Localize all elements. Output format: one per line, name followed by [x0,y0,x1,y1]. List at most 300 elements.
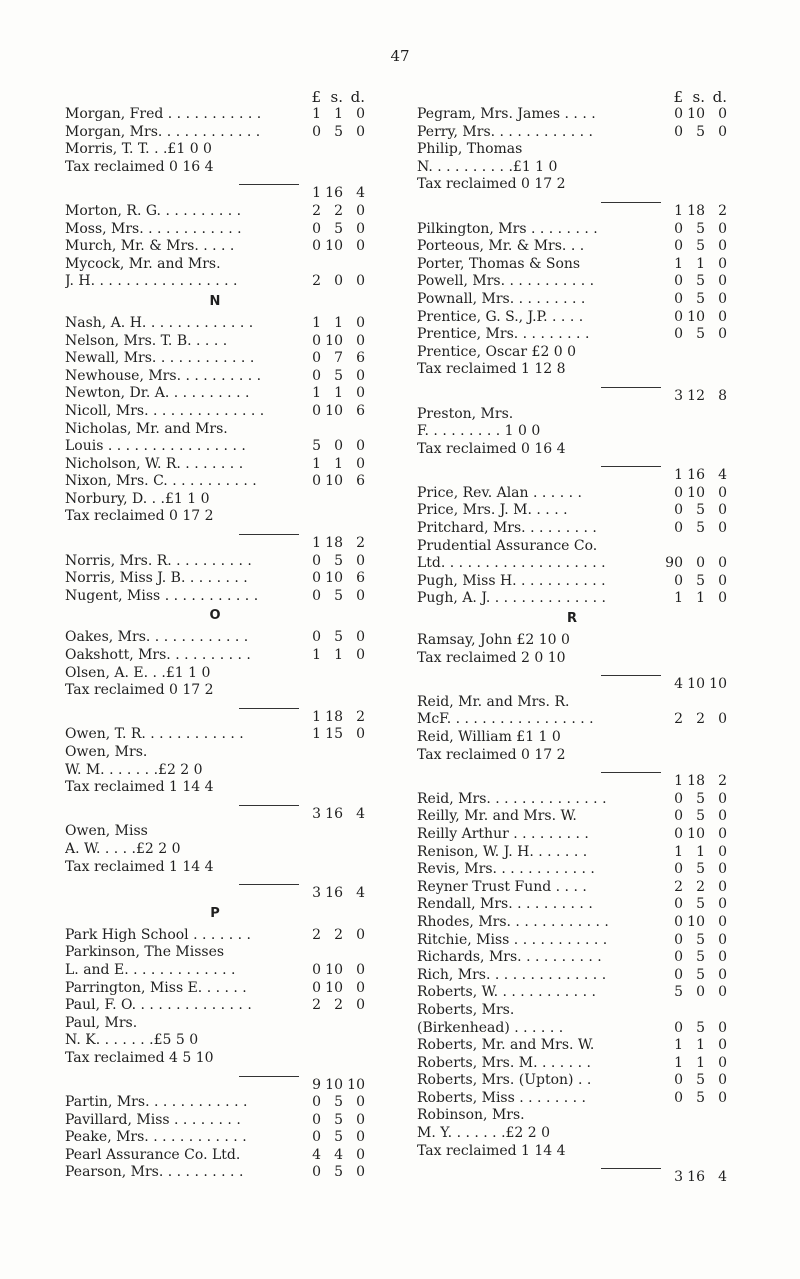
donor-row [417,879,727,897]
donor-name: Reilly Arthur . . . . . . . . . [417,825,589,842]
donor-name: Richards, Mrs. . . . . . . . . . [417,949,602,966]
money-header-right [417,88,727,106]
pence-value: 0 [356,385,365,402]
donor-row [417,423,727,441]
pence-value: 0 [718,106,727,122]
donor-name: Oakshott, Mrs. . . . . . . . . . [65,647,251,664]
donor-row [65,368,365,386]
donor-name: Tax reclaimed 0 16 4 [417,440,566,457]
pence-value: 0 [356,332,365,349]
pence-value: 2 [718,773,727,790]
pounds-value: 0 [674,520,683,537]
pence-value: 0 [718,1072,727,1089]
shillings-value: 16 [687,1169,705,1186]
amount [661,984,727,1002]
shillings-value: 1 [696,590,705,607]
donor-name: Reilly, Mr. and Mrs. W. [417,808,577,825]
donor-row [65,570,365,588]
shillings-value: 5 [696,290,705,307]
pounds-value: 1 [312,726,321,743]
subtotal-row [65,185,365,203]
shillings-value: 5 [696,123,705,140]
shillings-value: 4 [334,1146,343,1163]
pence-value: 0 [356,273,365,290]
donor-name: Louis . . . . . . . . . . . . . . . . [65,438,246,455]
donor-name: Renison, W. J. H. . . . . . . [417,843,588,860]
shillings-value: 5 [696,896,705,913]
pence-value: 0 [718,484,727,501]
pounds-value: 0 [312,1129,321,1146]
shillings-value: 5 [696,273,705,290]
shillings-value: 2 [334,202,343,219]
donor-row [417,932,727,950]
donor-name: Paul, Mrs. [65,1014,138,1031]
amount [299,570,365,588]
donor-row [65,456,365,474]
donor-name: Prentice, Mrs. . . . . . . . . [417,326,590,343]
amount [661,520,727,538]
donor-name: Pugh, Miss H. . . . . . . . . . . [417,572,606,589]
shillings-value: 5 [696,238,705,255]
subtotal-row [65,535,365,553]
donor-name: A. W. . . . .£2 2 0 [65,840,181,857]
shillings-value: 16 [325,185,343,202]
pence-value: 0 [718,843,727,860]
pence-value: 4 [718,1169,727,1186]
donor-row [417,344,727,362]
amount [299,927,365,945]
pounds-value: 1 [312,455,321,472]
donor-row [65,726,365,744]
donor-name: Parrington, Miss E. . . . . . [65,979,247,996]
pounds-value: 2 [312,926,321,943]
donor-name: Roberts, Miss . . . . . . . . [417,1089,587,1106]
donor-row [65,1129,365,1147]
pence-value: 0 [356,1094,365,1111]
amount [299,456,365,474]
shillings-value: 10 [687,825,705,842]
pounds-value: 0 [674,1089,683,1106]
shillings-value: 10 [687,106,705,122]
donor-name: Reid, Mrs. . . . . . . . . . . . . . [417,790,607,807]
donor-row [65,553,365,571]
pence-value: 0 [356,926,365,943]
pounds-value: 1 [674,255,683,272]
pounds-value: 0 [312,979,321,996]
amount [299,385,365,403]
pence-value: 0 [718,949,727,966]
pounds-value: 1 [312,185,321,202]
donor-name: Price, Rev. Alan . . . . . . [417,484,582,501]
pence-value: 0 [718,255,727,272]
left-entries [65,106,365,1182]
shillings-value: 0 [334,273,343,290]
amount [661,791,727,809]
section-letter: O [209,608,221,624]
pence-value: 6 [356,473,365,490]
amount [661,1169,727,1187]
donor-name: Partin, Mrs. . . . . . . . . . . . [65,1094,248,1111]
shillings-value: 1 [334,314,343,331]
donor-name: W. M. . . . . . .£2 2 0 [65,761,203,778]
donor-row [65,385,365,403]
pence-value: 0 [718,1037,727,1054]
pence-value: 0 [718,711,727,728]
pounds-value: 3 [674,387,683,404]
donor-name: Tax reclaimed 1 14 4 [417,1142,566,1159]
pence-value: 10 [347,1076,365,1093]
shillings-value: 10 [325,1076,343,1093]
shillings-value: 5 [696,502,705,519]
pence-value: 0 [718,502,727,519]
donor-row [65,1032,365,1050]
amount [299,1112,365,1130]
shillings-value: 5 [696,220,705,237]
donor-name: Tax reclaimed 0 16 4 [65,158,214,175]
shillings-value: 1 [334,647,343,664]
subtotal-row [417,1169,727,1187]
donor-row [65,1147,365,1165]
donor-row [417,1037,727,1055]
shillings-value: 10 [325,473,343,490]
donor-name: Porter, Thomas & Sons [417,255,581,272]
pence-value: 0 [356,202,365,219]
pence-value: 0 [356,726,365,743]
shillings-value: 5 [334,1111,343,1128]
pounds-value: 1 [312,314,321,331]
subtotal-row [65,885,365,903]
donor-name: Tax reclaimed 0 17 2 [65,508,214,525]
donor-row [417,256,727,274]
donor-row [65,438,365,456]
pence-value: 0 [718,861,727,878]
pence-value: 0 [356,552,365,569]
donor-row [65,203,365,221]
pounds-value: 0 [674,1019,683,1036]
amount [299,403,365,421]
donor-name: Tax reclaimed 0 17 2 [417,746,566,763]
donor-row [65,141,365,159]
donor-row [417,520,727,538]
amount [661,291,727,309]
pence-value: 0 [718,878,727,895]
pence-value: 0 [356,220,365,237]
shillings-value: 5 [334,587,343,604]
donor-row [417,826,727,844]
pounds-value: 0 [312,961,321,978]
shillings-value: 0 [696,984,705,1001]
donor-name: Prentice, G. S., J.P. . . . . [417,308,584,325]
donor-name: Porteous, Mr. & Mrs. . . [417,238,585,255]
amount [661,844,727,862]
pence-value: 0 [356,1129,365,1146]
pence-value: 4 [356,885,365,902]
pounds-value: 0 [674,896,683,913]
donor-name: Rich, Mrs. . . . . . . . . . . . . . [417,966,607,983]
donor-name: Parkinson, The Misses [65,944,225,961]
shillings-value: 10 [325,961,343,978]
shillings-value: 5 [334,1094,343,1111]
pence-value: 0 [718,590,727,607]
shillings-value: 1 [696,1037,705,1054]
amount [661,773,727,791]
donor-row [417,159,727,177]
donor-name: Nicholas, Mr. and Mrs. [65,420,228,437]
donor-name: Tax reclaimed 1 14 4 [65,779,214,796]
donor-row [65,962,365,980]
section-letter: P [210,905,220,921]
donor-name: Peake, Mrs. . . . . . . . . . . . [65,1129,247,1146]
pence-value: 6 [356,350,365,367]
amount [299,962,365,980]
donor-row [417,914,727,932]
amount [299,185,365,203]
amount [661,949,727,967]
amount [299,350,365,368]
donor-row [65,588,365,606]
pence-value: 0 [718,931,727,948]
shillings-value: 12 [687,387,705,404]
donor-name: J. H. . . . . . . . . . . . . . . . . [65,273,238,290]
pence-value: 0 [356,1111,365,1128]
pounds-value: 0 [674,502,683,519]
pence-value: 0 [356,997,365,1014]
pounds-value: 2 [674,878,683,895]
donor-name: Robinson, Mrs. [417,1107,525,1124]
donor-row [417,632,727,650]
pence-value: 0 [356,438,365,455]
pence-value: 0 [356,587,365,604]
pounds-value: 3 [312,805,321,822]
donor-name: Rhodes, Mrs. . . . . . . . . . . . [417,913,609,930]
donor-name: Tax reclaimed 0 17 2 [417,176,566,193]
amount [661,502,727,520]
shillings-value: 1 [334,385,343,402]
shillings-value: 0 [696,555,705,572]
donor-name: Pilkington, Mrs . . . . . . . . [417,220,598,237]
pounds-value: 1 [312,106,321,122]
donor-name: Reid, William £1 1 0 [417,729,561,745]
subtotal-row [65,1077,365,1095]
donor-row [417,326,727,344]
pounds-value: 2 [674,711,683,728]
donor-name: Newall, Mrs. . . . . . . . . . . . [65,350,255,367]
pounds-value: 2 [312,202,321,219]
pence-value: 2 [356,708,365,725]
amount [299,438,365,456]
donor-row [65,841,365,859]
pence-value: 0 [718,1054,727,1071]
donor-row [65,221,365,239]
donor-name: L. and E. . . . . . . . . . . . . [65,961,236,978]
donor-row [417,555,727,573]
amount [661,1072,727,1090]
donor-row [417,1020,727,1038]
donor-row [65,927,365,945]
donor-name: Murch, Mr. & Mrs. . . . . [65,238,235,255]
amount [661,124,727,142]
page-number: 47 [390,47,410,65]
donor-row [417,485,727,503]
pounds-value: 2 [312,273,321,290]
donor-name: Price, Mrs. J. M. . . . . [417,502,568,519]
donor-name: Norbury, D. . .£1 1 0 [65,490,210,507]
shillings-value: 16 [325,885,343,902]
amount [661,932,727,950]
shillings-value: 1 [696,1054,705,1071]
pounds-value: 0 [312,587,321,604]
shillings-value: 5 [334,220,343,237]
donor-name: Park High School . . . . . . . [65,926,251,943]
shillings-value: 10 [325,570,343,587]
donor-name: Preston, Mrs. [417,405,514,422]
pence-value: 0 [718,808,727,825]
pounds-value: 0 [674,966,683,983]
donor-row [65,106,365,124]
pounds-value: 0 [674,572,683,589]
pence-value: 2 [356,535,365,552]
shillings-value: 18 [325,708,343,725]
pence-value: 0 [356,629,365,646]
donor-name: M. Y. . . . . . .£2 2 0 [417,1125,551,1142]
pounds-value: 0 [674,484,683,501]
donor-row [417,441,727,459]
amount [661,676,727,694]
pence-value: 0 [356,314,365,331]
amount [661,467,727,485]
pounds-value: 1 [312,535,321,552]
donor-name: Pearl Assurance Co. Ltd. [65,1146,241,1163]
donor-name: Newhouse, Mrs. . . . . . . . . . [65,367,262,384]
donor-row [65,859,365,877]
donor-row [417,861,727,879]
right-entries [417,106,727,1187]
donor-row [65,980,365,998]
pounds-value: 0 [674,913,683,930]
pence-value: 0 [356,1146,365,1163]
pence-value: 0 [718,825,727,842]
donor-name: Reid, Mr. and Mrs. R. [417,693,570,710]
donor-row [417,538,727,556]
pence-value: 0 [356,979,365,996]
subtotal-row [417,388,727,406]
shillings-value: 10 [325,238,343,255]
donor-row [65,124,365,142]
pounds-value: 2 [312,997,321,1014]
donor-row [65,1015,365,1033]
pounds-value: 0 [674,861,683,878]
pounds-value: 0 [312,570,321,587]
donor-row [417,694,727,712]
pounds-value: 1 [674,467,683,484]
amount [661,309,727,327]
donor-row [65,421,365,439]
amount [299,553,365,571]
donor-name: Mycock, Mr. and Mrs. [65,255,221,272]
amount [299,368,365,386]
amount [299,885,365,903]
section-letter: R [566,611,577,627]
pence-header: d. [350,88,365,106]
pence-value: 0 [718,896,727,913]
donor-row [65,403,365,421]
pounds-value: 90 [665,555,683,572]
pence-value: 0 [718,308,727,325]
amount [299,709,365,727]
shillings-value: 10 [687,308,705,325]
donor-row [417,1090,727,1108]
donor-row [417,650,727,668]
donor-row [417,808,727,826]
pounds-value: 0 [312,220,321,237]
shillings-value: 2 [696,878,705,895]
amount [299,1129,365,1147]
donor-row [417,1002,727,1020]
amount [299,588,365,606]
amount [661,388,727,406]
donor-name: Morton, R. G. . . . . . . . . . [65,202,242,219]
shillings-value: 5 [696,1072,705,1089]
donor-row [417,1055,727,1073]
donor-name: Roberts, Mrs. [417,1001,515,1018]
donor-row [65,997,365,1015]
donor-row [65,273,365,291]
pounds-value: 5 [312,438,321,455]
subtotal-row [417,467,727,485]
donor-row [417,1072,727,1090]
donor-name: Oakes, Mrs. . . . . . . . . . . . [65,629,249,646]
pence-value: 0 [718,984,727,1001]
donor-name: Tax reclaimed 0 17 2 [65,682,214,699]
donor-row [65,159,365,177]
shillings-value: 5 [696,790,705,807]
amount [661,914,727,932]
donor-row [417,747,727,765]
donor-row [65,1112,365,1130]
pence-value: 0 [718,572,727,589]
pence-value: 0 [356,106,365,122]
pence-value: 0 [718,326,727,343]
pounds-value: 0 [674,1072,683,1089]
shillings-value: 5 [696,520,705,537]
donor-name: McF. . . . . . . . . . . . . . . . . [417,711,594,728]
pounds-value: 0 [312,1164,321,1181]
donor-name: Roberts, Mr. and Mrs. W. [417,1037,595,1054]
pence-value: 0 [356,455,365,472]
donor-row [417,221,727,239]
donor-row [65,473,365,491]
donor-row [417,1107,727,1125]
pounds-value: 0 [674,931,683,948]
pence-value: 0 [356,961,365,978]
shillings-value: 5 [334,1129,343,1146]
shillings-value: 5 [696,808,705,825]
donor-name: Paul, F. O. . . . . . . . . . . . . . [65,997,252,1014]
donor-name: Nugent, Miss . . . . . . . . . . . [65,587,259,604]
shillings-value: 5 [334,552,343,569]
donor-name: Moss, Mrs. . . . . . . . . . . . [65,220,242,237]
donor-name: Morris, T. T. . .£1 0 0 [65,141,212,158]
pence-value: 0 [718,1019,727,1036]
subtotal-row [65,806,365,824]
donor-row [417,291,727,309]
pounds-value: 0 [674,949,683,966]
shillings-value: 5 [696,861,705,878]
amount [299,647,365,665]
pounds-value: 9 [312,1076,321,1093]
shillings-value: 10 [687,484,705,501]
amount [299,203,365,221]
